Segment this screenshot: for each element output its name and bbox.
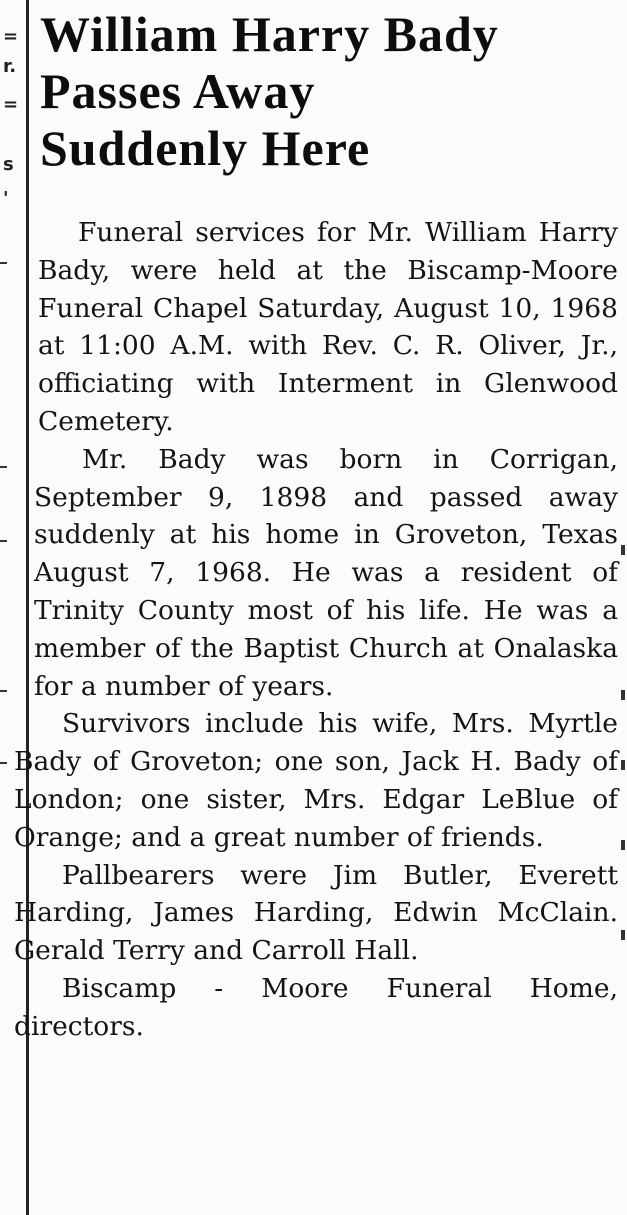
right-tick (621, 545, 625, 555)
margin-fragment: = (3, 94, 19, 115)
margin-tick (0, 540, 7, 542)
paragraph-biography: Mr. Bady was born in Corrigan, September 9, 1898 and passed away suddenly at his home in Groveton, Texas August 7, 1968. He was a resident of Trinity County most of his life. He was a member of the Baptist Church at Onalaska for a number of years. (34, 443, 618, 702)
margin-fragment: s (3, 154, 14, 175)
headline-line: Suddenly Here (40, 120, 371, 176)
paragraph-pallbearers: Pallbearers were Jim Butler, Everett Harding, James Harding, Edwin McClain. Gerald Terry and Carroll Hall. (14, 859, 618, 967)
margin-fragment: = (3, 26, 19, 47)
paragraph-survivors: Survivors include his wife, Mrs. Myrtle Bady of Groveton; one son, Jack H. Bady of London; one sister, Mrs. Edgar LeBlue of Orange; and a great number of friends. (14, 708, 618, 853)
paragraph-directors: Biscamp - Moore Funeral Home, directors. (14, 972, 618, 1042)
right-tick (621, 930, 625, 940)
margin-tick (0, 466, 7, 468)
headline-line: Passes Away (40, 63, 316, 119)
headline-line: William Harry Bady (40, 6, 499, 62)
margin-tick (0, 690, 7, 692)
margin-fragment: r. (3, 56, 17, 77)
paragraph-funeral-services: Funeral services for Mr. William Harry Bady, were held at the Biscamp-Moore Funeral Chapel Saturday, August 10, 1968 at 11:00 A.M. with Rev. C. R. Oliver, Jr., officiating with Interment in Glenwood Cemetery. (38, 217, 618, 437)
headline (40, 6, 620, 177)
right-tick (621, 760, 625, 770)
right-tick (621, 690, 625, 700)
right-tick (621, 840, 625, 850)
margin-fragment: ' (3, 188, 9, 209)
margin-tick (0, 262, 7, 264)
margin-tick (0, 762, 7, 764)
article-body (14, 214, 618, 1046)
